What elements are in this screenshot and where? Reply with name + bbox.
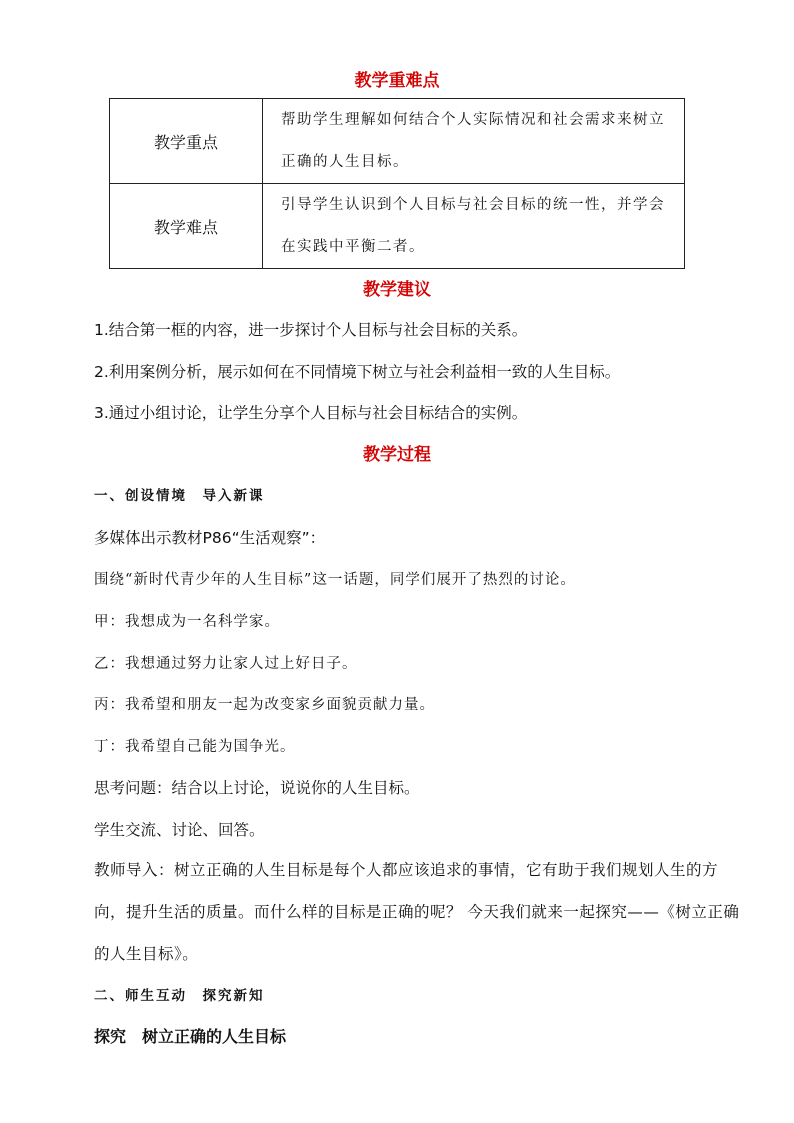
statement-bing: 丙：我希望和朋友一起为改变家乡面貌贡献力量。 [94, 697, 435, 713]
key-point-label: 教学重点 [110, 99, 263, 184]
step-1-heading: 一、创设情境 导入新课 [94, 488, 265, 504]
explore-heading: 探究 树立正确的人生目标 [94, 1027, 287, 1046]
statement-jia: 甲：我想成为一名科学家。 [94, 614, 280, 630]
process-title: 教学过程 [363, 445, 431, 465]
material-intro: 多媒体出示教材P86“生活观察”： [94, 529, 326, 547]
step-2-heading: 二、师生互动 探究新知 [94, 988, 265, 1004]
difficulty-label: 教学难点 [110, 184, 263, 269]
suggestion-item-2: 2.利用案例分析，展示如何在不同情境下树立与社会利益相一致的人生目标。 [94, 363, 621, 381]
scenario-text: 围绕“新时代青少年的人生目标”这一话题，同学们展开了热烈的讨论。 [94, 572, 576, 588]
suggestion-item-1: 1.结合第一框的内容，进一步探讨个人目标与社会目标的关系。 [94, 321, 528, 339]
student-activity: 学生交流、讨论、回答。 [94, 821, 265, 839]
suggestion-item-3: 3.通过小组讨论，让学生分享个人目标与社会目标结合的实例。 [94, 404, 528, 422]
statement-yi: 乙：我想通过努力让家人过上好日子。 [94, 656, 358, 672]
key-points-title: 教学重难点 [354, 71, 440, 91]
key-point-text: 帮助学生理解如何结合个人实际情况和社会需求来树立正确的人生目标。 [263, 99, 685, 184]
table-row [110, 99, 685, 184]
think-question: 思考问题：结合以上讨论，说说你的人生目标。 [94, 779, 420, 797]
key-points-table [109, 98, 685, 269]
difficulty-text: 引导学生认识到个人目标与社会目标的统一性，并学会在实践中平衡二者。 [263, 184, 685, 269]
teacher-intro: 教师导入：树立正确的人生目标是每个人都应该追求的事情，它有助于我们规划人生的方向，提升生活的质量。而什么样的目标是正确的呢？ 今天我们就来一起探究——《树立正确的人生目标》。 [94, 861, 740, 963]
table-row [110, 184, 685, 269]
statement-ding: 丁：我希望自己能为国争光。 [94, 739, 296, 755]
suggestions-title: 教学建议 [363, 280, 431, 300]
